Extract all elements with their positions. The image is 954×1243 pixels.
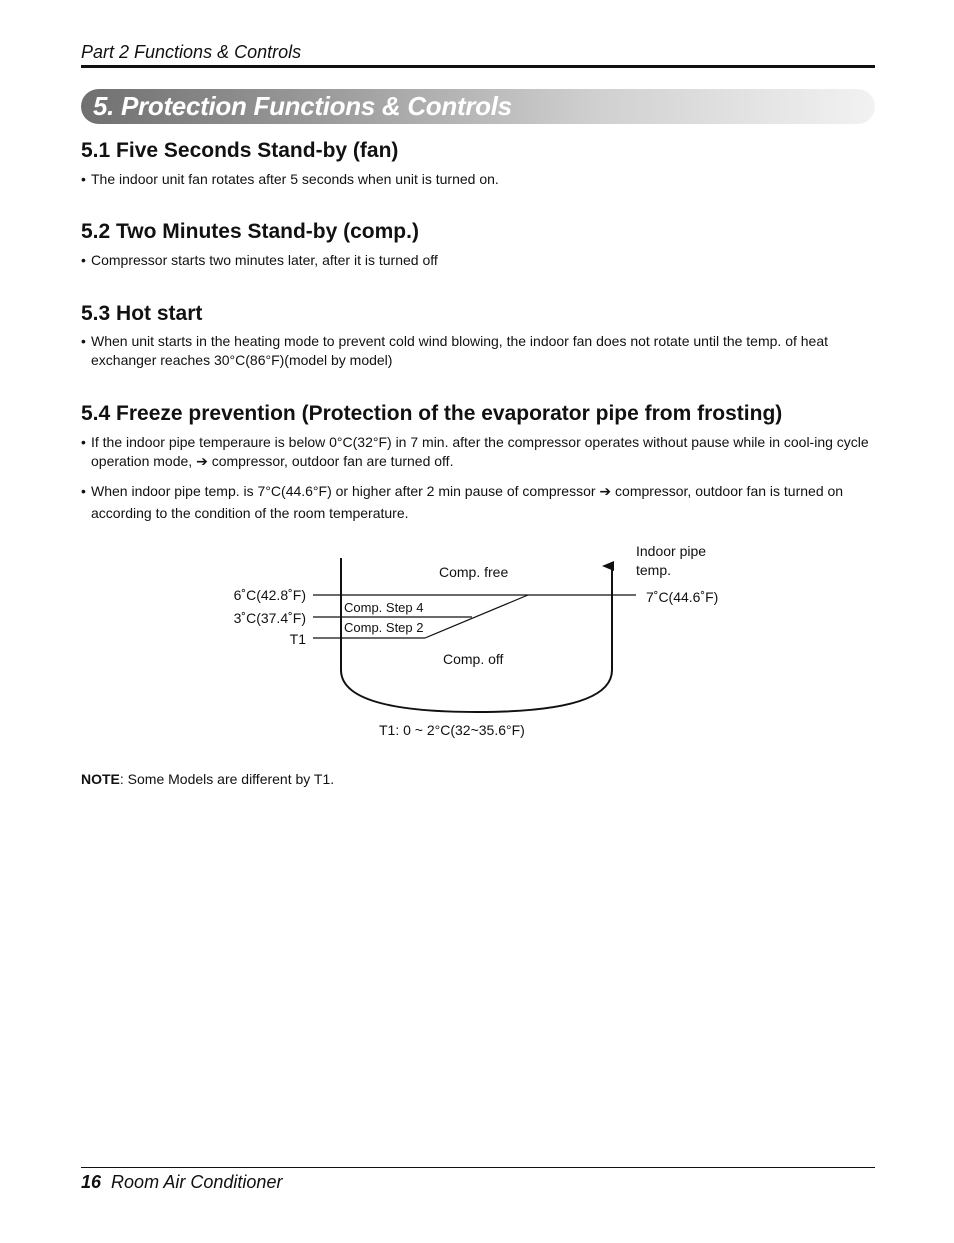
heading-5-4: 5.4 Freeze prevention (Protection of the evaporator pipe from frosting) [81,402,783,425]
heading-5-3: 5.3 Hot start [81,302,203,325]
note-label: NOTE [81,771,120,787]
diagram-caption: T1: 0 ~ 2°C(32~35.6°F) [379,722,525,738]
running-footer [81,1172,282,1193]
note [81,771,334,787]
heading-5-2: 5.2 Two Minutes Stand-by (comp.) [81,220,419,243]
bullet-5-4-a: • If the indoor pipe temperaure is below 0°C(32°F) in 7 min. after the compressor operates without pause while in cool-ing cycle operation mode, ➔ compressor, outdoor fan are turned off. [81,434,869,469]
page-number: 16 [81,1172,102,1192]
zone-comp-step2: Comp. Step 2 [344,620,424,635]
footer-rule [81,1167,875,1168]
section-title: 5. Protection Functions & Controls [93,91,512,121]
axis-label-line2: temp. [636,562,672,578]
footer-title: Room Air Conditioner [111,1172,283,1192]
zone-comp-step4: Comp. Step 4 [344,600,424,615]
bullet-5-1: • The indoor unit fan rotates after 5 seconds when unit is turned on. [81,171,499,187]
axis-label-line1: Indoor pipe [636,543,707,559]
zone-comp-free: Comp. free [439,564,509,580]
bullet-5-2: • Compressor starts two minutes later, after it is turned off [81,252,438,268]
bullet-5-3: • When unit starts in the heating mode to prevent cold wind blowing, the indoor fan does not rotate until the temp. of heat exchanger reaches 30°C(86°F)(model by model) [81,333,829,368]
running-header: Part 2 Functions & Controls [81,42,302,62]
bullet-dot: • [81,333,86,349]
bullet-dot: • [81,252,86,268]
u-curve [341,558,612,712]
bullet-dot: • [81,171,86,187]
bullet-dot: • [81,483,86,499]
label-3c: 3˚C(37.4˚F) [233,610,306,626]
zone-comp-off: Comp. off [443,651,504,667]
heading-5-1: 5.1 Five Seconds Stand-by (fan) [81,139,399,162]
note-text: : Some Models are different by T1. [119,771,335,787]
label-t1: T1 [289,631,306,647]
bullet-dot: • [81,434,86,450]
bullet-5-4-b: • When indoor pipe temp. is 7°C(44.6°F) or higher after 2 min pause of compressor ➔ compressor, outdoor fan is turned on according to the condition of the room temperature. [81,480,875,524]
label-7c: 7˚C(44.6˚F) [646,589,719,605]
label-6c: 6˚C(42.8˚F) [233,587,306,603]
